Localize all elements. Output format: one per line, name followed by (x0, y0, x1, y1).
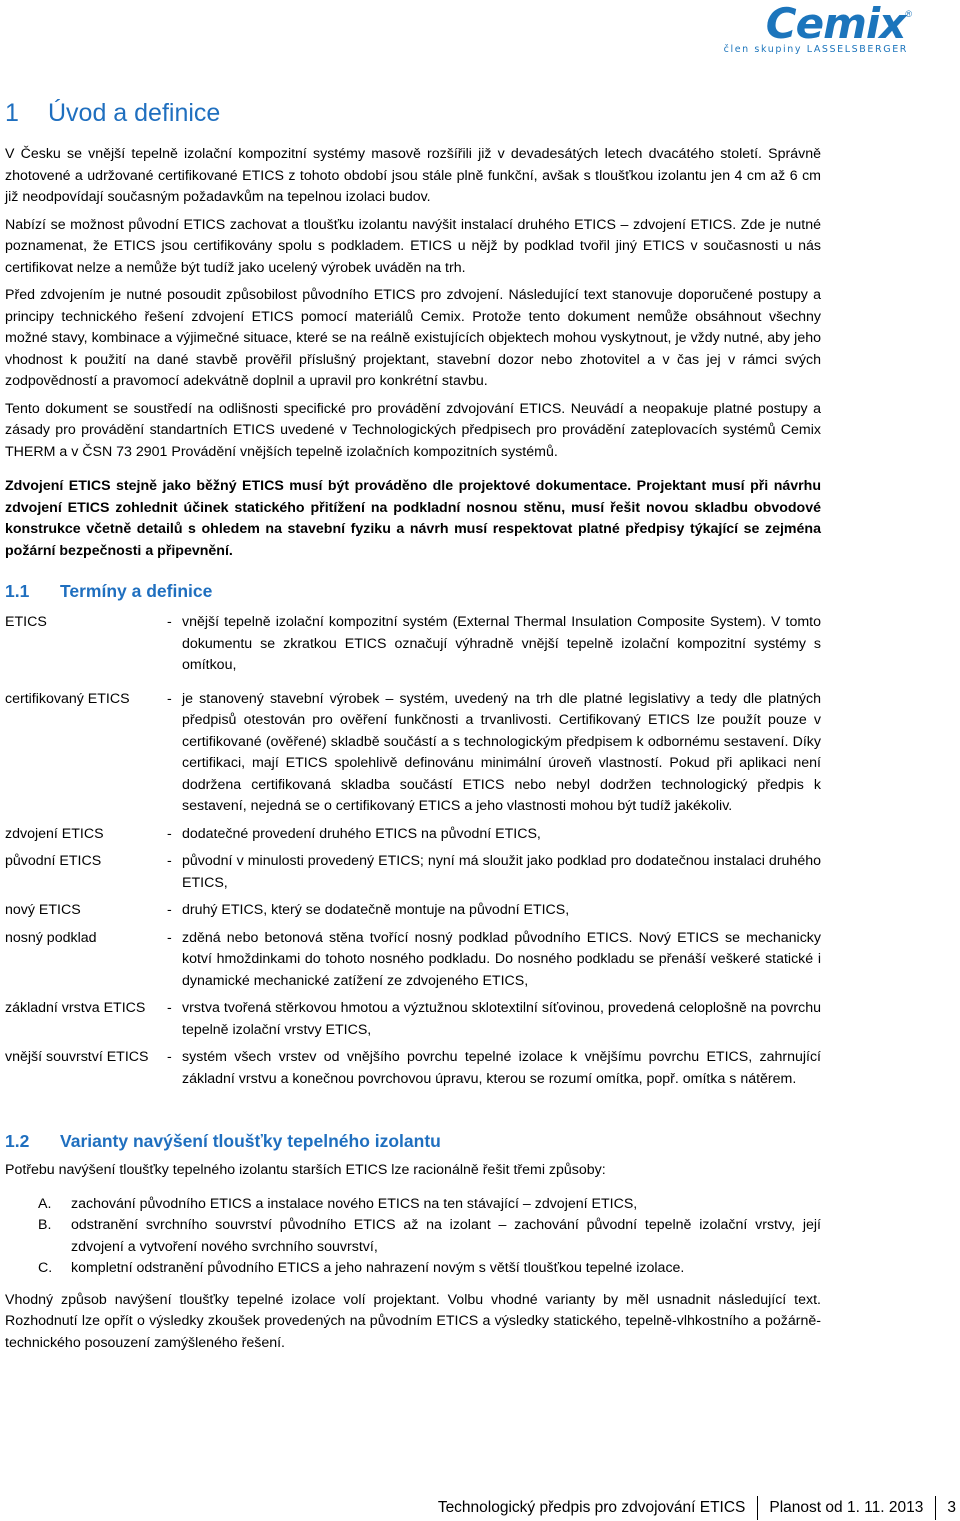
definition-item (5, 612, 821, 677)
section-number: 1.2 (5, 1131, 30, 1151)
definition-description: původní v minulosti provedený ETICS; nyní má sloužit jako podklad pro dodatečnou instalaci druhého ETICS, (182, 853, 821, 891)
footer-page-number: 3 (947, 1499, 956, 1516)
variant-letter: C. (38, 1260, 53, 1276)
section-title: Termíny a definice (60, 581, 213, 601)
definition-term: nosný podklad (5, 929, 97, 946)
definition-term: vnější souvrství ETICS (5, 1049, 149, 1065)
page-footer (438, 1496, 956, 1520)
variant-item (5, 1194, 821, 1216)
definitions-list (5, 612, 821, 1090)
definition-description: je stanovený stavební výrobek – systém, uvedený na trh dle platné legislativy a tedy dle platných předpisů otestován pro ověření funkčnosti a trvanlivosti. Certifikovaný ETICS lze použít pouze v certifikované (ověřené) skladbě součástí a s technologickým předpisem k odbornému sestavení. Díky certifikaci, mají ETICS spolehlivě definovánu minimální úroveň vlastností. Pokud při aplikaci není dodržena certifikovaná skladba součástí ETICS nebo nebyl dodržen technologický předpis k sestavení, nejedná se o certifikovaný ETICS a jeho vlastnosti mohou být tudíž jakékoliv. (182, 690, 821, 814)
definition-term: certifikovaný ETICS (5, 690, 130, 707)
definition-term: základní vrstva ETICS (5, 1000, 146, 1016)
section-title: Varianty navýšení tloušťky tepelného izolantu (60, 1131, 441, 1151)
chapter-heading (5, 97, 220, 129)
definition-description: vnější tepelně izolační kompozitní systém (External Thermal Insulation Composite System). V tomto dokumentu se zkratkou ETICS označují výhradně vnější tepelně izolační kompozitní systémy s omítkou, (182, 614, 821, 673)
definition-item (5, 851, 821, 894)
definition-dash: - (167, 853, 172, 869)
definition-description: druhý ETICS, který se dodatečně montuje na původní ETICS, (182, 902, 570, 918)
definition-item (5, 900, 821, 922)
chapter-number: 1 (5, 99, 19, 127)
variant-text: zachování původního ETICS a instalace nového ETICS na ten stávající – zdvojení ETICS, (71, 1195, 638, 1212)
definition-dash: - (167, 929, 172, 946)
definition-dash: - (167, 690, 172, 707)
intro-paragraph: Před zdvojením je nutné posoudit způsobilost původního ETICS pro zdvojení. Následující text stanovuje doporučené postupy a principy technického řešení zdvojení ETICS pomocí materiálů Cemix. Protože tento dokument nemůže obsáhnout všechny možné stavy, kombinace a výjimečné situace, které se na reálně existujících objektech mohou vyskytnout, je vždy nutné, aby jeho vhodnost k použití na dané stavbě prověřil příslušný projektant, stavební dozor nebo zhotovitel a v čas jej v rámci svých zodpovědností a pravomocí adekvátně doplnil a upravil pro konkrétní stavbu. (5, 287, 821, 389)
definition-dash: - (167, 1000, 172, 1016)
variant-text: kompletní odstranění původního ETICS a jeho nahrazení novým s větší tloušťkou tepelné izolace. (71, 1260, 685, 1276)
closing-paragraph: Vhodný způsob navýšení tloušťky tepelné izolace volí projektant. Volbu vhodné varianty by měl usnadnit následující text. Rozhodnutí lze opřít o výsledky zkoušek provedených na původním ETICS a výsledky statického, tepelně-vlhkostního a požárně-technického posouzení zamýšleného řešení. (5, 1291, 821, 1351)
variant-item (5, 1258, 821, 1280)
page-content (5, 144, 821, 1360)
section-heading-variants (5, 1130, 821, 1152)
definition-description: zděná nebo betonová stěna tvořící nosný podklad původního ETICS. Nový ETICS se mechanicky kotví hmoždinkami do tohoto nosného podkladu. Do nosného podkladu se přenáší veškeré statické i dynamické mechanické zatížení ze zdvojeného ETICS, (182, 929, 821, 989)
registered-mark: ® (905, 9, 912, 19)
variant-item (5, 1215, 821, 1258)
definition-dash: - (167, 614, 172, 630)
definition-dash: - (167, 902, 172, 918)
footer-divider (757, 1496, 758, 1520)
definition-item (5, 824, 821, 846)
footer-divider (935, 1496, 936, 1520)
definition-item (5, 1047, 821, 1090)
definition-item (5, 689, 821, 818)
definition-description: systém všech vrstev od vnějšího povrchu tepelné izolace k vnějšímu povrchu ETICS, zahrnující základní vrstvu a konečnou povrchovou úpravu, kterou se rozumí omítka, popř. omítka s nátěrem. (182, 1049, 821, 1087)
chapter-title: Úvod a definice (48, 99, 221, 127)
definition-description: dodatečné provedení druhého ETICS na původní ETICS, (182, 825, 541, 842)
variant-text: odstranění svrchního souvrství původního ETICS až na izolant – zachování původní tepelně izolační vrstvy, její zdvojení a vytvoření nového svrchního souvrství, (71, 1217, 821, 1255)
project-documentation-paragraph: Zdvojení ETICS stejně jako běžný ETICS musí být prováděno dle projektové dokumentace. Projektant musí při návrhu zdvojení ETICS zohlednit účinek statického přitížení na podkladní nosnou stěnu, musí řešit novou skladbu obvodové konstrukce včetně detailů s ohledem na stavební fyziku a návrh musí respektovat platné předpisy týkající se zejména požární bezpečnosti a připevnění. (5, 478, 821, 559)
definition-description: vrstva tvořená stěrkovou hmotou a výztužnou sklotextilní síťovinou, provedená celoplošně na povrchu tepelně izolační vrstvy ETICS, (182, 1000, 821, 1038)
cemix-logo (724, 2, 912, 55)
intro-paragraph: Tento dokument se soustředí na odlišnosti specifické pro provádění zdvojování ETICS. Neuvádí a neopakuje platné postupy a zásady pro provádění standartních ETICS uvedené v Technologických předpisech pro provádění zateplovacích systémů Cemix THERM a v ČSN 73 2901 Provádění vnějších tepelně izolačních kompozitních systémů. (5, 400, 821, 460)
variants-intro: Potřebu navýšení tloušťky tepelného izolantu starších ETICS lze racionálně řešit třemi způsoby: (5, 1162, 606, 1178)
intro-paragraph: Nabízí se možnost původní ETICS zachovat a tloušťku izolantu navýšit instalací druhého ETICS – zdvojení ETICS. Zde je nutné poznamenat, že ETICS jsou certifikovány spolu s podkladem. ETICS u nějž by podklad tvořil jiný ETICS v současnosti u nás certifikovat nelze a nemůže být tudíž jako ucelený výrobek uváděn na trh. (5, 216, 821, 276)
variants-list (5, 1194, 821, 1280)
section-heading-terms (5, 580, 821, 602)
definition-term: původní ETICS (5, 853, 102, 869)
logo-wordmark: Cemix (765, 0, 906, 48)
section-number: 1.1 (5, 581, 30, 601)
definition-item (5, 998, 821, 1041)
variant-letter: B. (38, 1217, 52, 1233)
footer-document-title: Technologický předpis pro zdvojování ETICS (437, 1499, 746, 1516)
footer-validity-date: Planost od 1. 11. 2013 (769, 1499, 924, 1516)
definition-dash: - (167, 1049, 172, 1065)
definition-dash: - (167, 825, 172, 842)
intro-paragraph: V Česku se vnější tepelně izolační kompozitní systémy masově rozšířili již v devadesátých letech dvacátého století. Správně zhotovené a udržované certifikované ETICS z tohoto období jsou stále plně funkční, avšak s tloušťkou izolantu jen 4 cm až 6 cm již neodpovídají současným požadavkům na tepelnou izolaci budov. (5, 146, 821, 205)
definition-term: zdvojení ETICS (5, 825, 104, 842)
definition-term: ETICS (5, 614, 47, 630)
definition-item (5, 928, 821, 993)
definition-term: nový ETICS (5, 902, 81, 918)
variant-letter: A. (38, 1195, 52, 1212)
logo-subtitle: člen skupiny LASSELSBERGER (723, 44, 908, 55)
